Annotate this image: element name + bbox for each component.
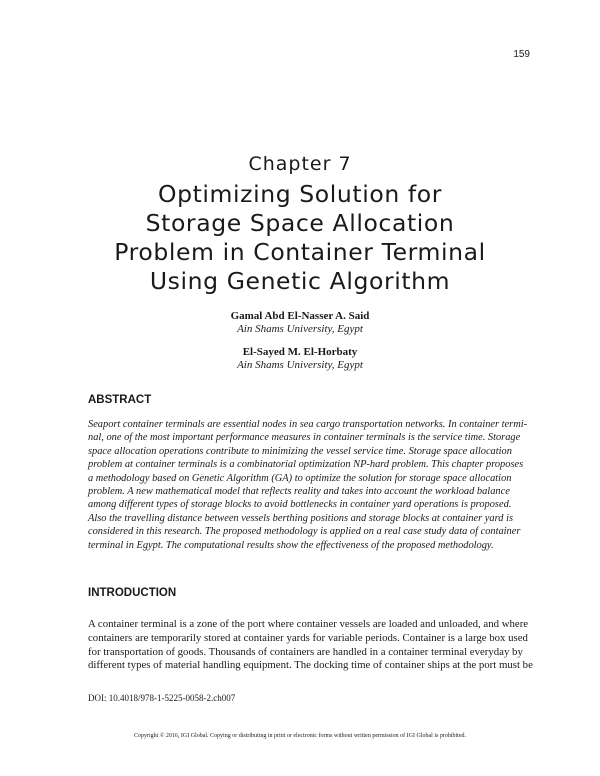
title-line: Storage Space Allocation [145,209,455,237]
abstract-line: space allocation operations contribute to minimizing the vessel service time. Storage space allocation [88,445,512,457]
chapter-title [60,180,540,296]
abstract-line: nal, one of the most important performance measures in container terminals is the service time. Storage [88,432,521,444]
abstract-line: a methodology based on Genetic Algorithm (GA) to optimize the solution for storage space allocation [88,472,512,484]
introduction-line: A container terminal is a zone of the port where container vessels are loaded and unloaded, and where [88,618,529,630]
introduction-text [88,618,533,673]
abstract-line: terminal in Egypt. The computational results show the effectiveness of the proposed methodology. [88,539,494,551]
title-line: Optimizing Solution for [157,180,443,208]
author-block [0,346,600,372]
abstract-line: problem. A new mathematical model that reflects reality and takes into account the workload balance [88,486,510,498]
abstract-line: Also the travelling distance between vessels berthing positions and storage blocks at container yard is [88,512,513,524]
abstract-line: among different types of storage blocks to avoid bottlenecks in container yard operations is proposed. [88,499,512,511]
abstract-heading: ABSTRACT [88,394,152,406]
chapter-label: Chapter 7 [248,153,352,175]
author-affiliation: Ain Shams University, Egypt [237,323,363,335]
introduction-line: containers are temporarily stored at container yards for variable periods. Container is a large box used [88,631,528,644]
title-line: Using Genetic Algorithm [149,267,451,295]
page-number: 159 [513,49,530,60]
introduction-line: different types of material handling equipment. The docking time of container ships at the port must be [88,659,533,672]
author-name: El-Sayed M. El-Horbaty [242,346,358,358]
doi: DOI: 10.4018/978-1-5225-0058-2.ch007 [88,693,236,703]
abstract-line: considered in this research. The proposed methodology is applied on a real case study data of container [88,526,521,538]
introduction-heading: INTRODUCTION [88,587,177,599]
author-block [0,310,600,336]
abstract-line: problem at container terminals is a combinatorial optimization NP-hard problem. This chapter proposes [88,459,524,471]
introduction-line: for transportation of goods. Thousands of containers are handled in a container terminal everyday by [88,645,523,658]
copyright-notice: Copyright © 2016, IGI Global. Copying or distributing in print or electronic forms without written permission of IGI Global is prohibited. [133,733,466,739]
author-name: Gamal Abd El-Nasser A. Said [230,310,370,322]
author-affiliation: Ain Shams University, Egypt [237,359,363,371]
abstract-text [88,418,528,552]
title-line: Problem in Container Terminal [114,238,486,266]
abstract-line: Seaport container terminals are essential nodes in sea cargo transportation networks. In container termi- [88,419,528,430]
